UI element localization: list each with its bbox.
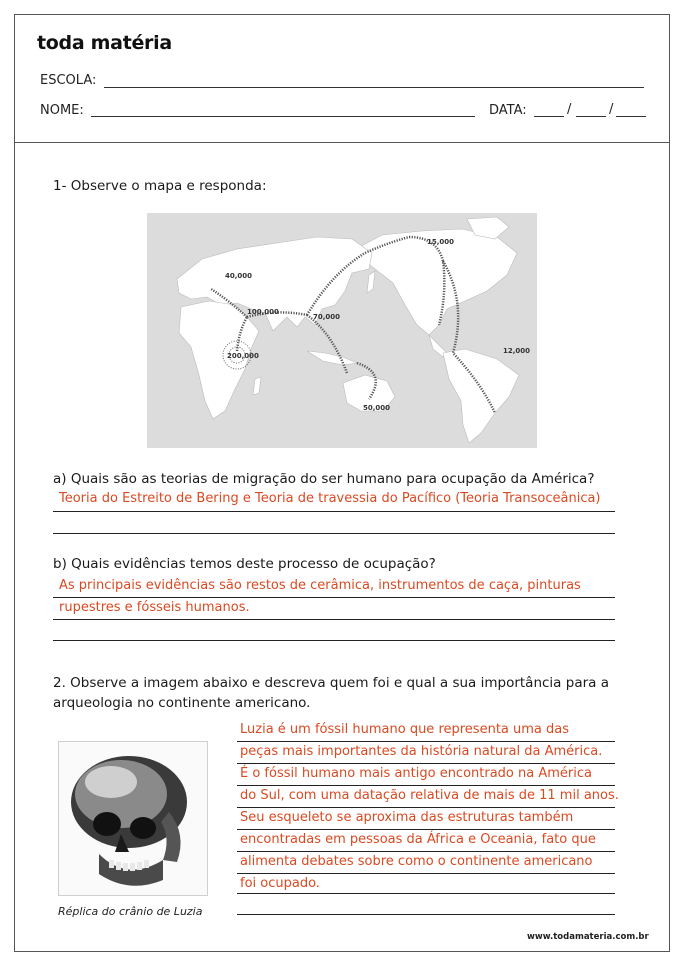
escola-label: ESCOLA: (40, 73, 97, 88)
answer-2-line-6: encontradas em pessoas da África e Oceania, fato que (240, 832, 596, 847)
question-2-prompt-line-2: arqueologia no continente americano. (53, 695, 311, 711)
map-label-15000: 15,000 (427, 238, 455, 246)
footer-url[interactable]: www.todamateria.com.br (527, 932, 649, 942)
question-1a: a) Quais são as teorias de migração do ser humano para ocupação da América? (53, 471, 595, 487)
date-separator: / (567, 102, 572, 117)
answer-1a-line-1: Teoria do Estreito de Bering e Teoria de travessia do Pacífico (Teoria Transoceânica) (59, 491, 601, 506)
question-2-prompt-line-1: 2. Observe a imagem abaixo e descreva quem foi e qual a sua importância para a (53, 675, 609, 691)
answer-line (237, 893, 615, 894)
answer-line (53, 533, 615, 534)
question-1-prompt: 1- Observe o mapa e responda: (53, 178, 267, 194)
human-migration-map (147, 213, 537, 448)
luzia-skull-image (58, 741, 208, 896)
answer-2-line-3: É o fóssil humano mais antigo encontrado na América (240, 766, 592, 781)
skull-caption: Réplica do crânio de Luzia (58, 905, 203, 918)
question-1b: b) Quais evidências temos deste processo de ocupação? (53, 556, 436, 572)
date-month-field[interactable] (576, 116, 606, 117)
map-label-200000: 200,000 (227, 352, 259, 360)
answer-line (53, 640, 615, 641)
date-year-field[interactable] (616, 116, 646, 117)
answer-2-line-2: peças mais importantes da história natural da América. (240, 744, 603, 759)
answer-2-line-5: Seu esqueleto se aproxima das estruturas também (240, 810, 574, 825)
answer-2-line-8: foi ocupado. (240, 876, 320, 891)
answer-2-line-1: Luzia é um fóssil humano que representa uma das (240, 722, 570, 737)
date-day-field[interactable] (534, 116, 564, 117)
answer-line (53, 619, 615, 620)
answer-1b-line-2: rupestres e fósseis humanos. (59, 600, 250, 615)
map-label-12000: 12,000 (503, 347, 531, 355)
brand-logo: toda matéria (37, 32, 172, 54)
answer-1b-line-1: As principais evidências são restos de cerâmica, instrumentos de caça, pinturas (59, 578, 581, 593)
data-label: DATA: (489, 103, 527, 118)
nome-field[interactable] (91, 116, 475, 117)
header-divider (14, 142, 670, 143)
answer-2-line-4: do Sul, com uma datação relativa de mais de 11 mil anos. (240, 788, 619, 803)
map-label-70000: 70,000 (313, 313, 341, 321)
escola-field[interactable] (104, 87, 644, 88)
answer-2-line-7: alimenta debates sobre como o continente americano (240, 854, 593, 869)
map-label-100000: 100,000 (247, 308, 279, 316)
answer-line (237, 914, 615, 915)
map-label-50000: 50,000 (363, 404, 391, 412)
nome-label: NOME: (40, 103, 84, 118)
answer-line (53, 511, 615, 512)
date-separator: / (609, 102, 614, 117)
map-label-40000: 40,000 (225, 272, 253, 280)
